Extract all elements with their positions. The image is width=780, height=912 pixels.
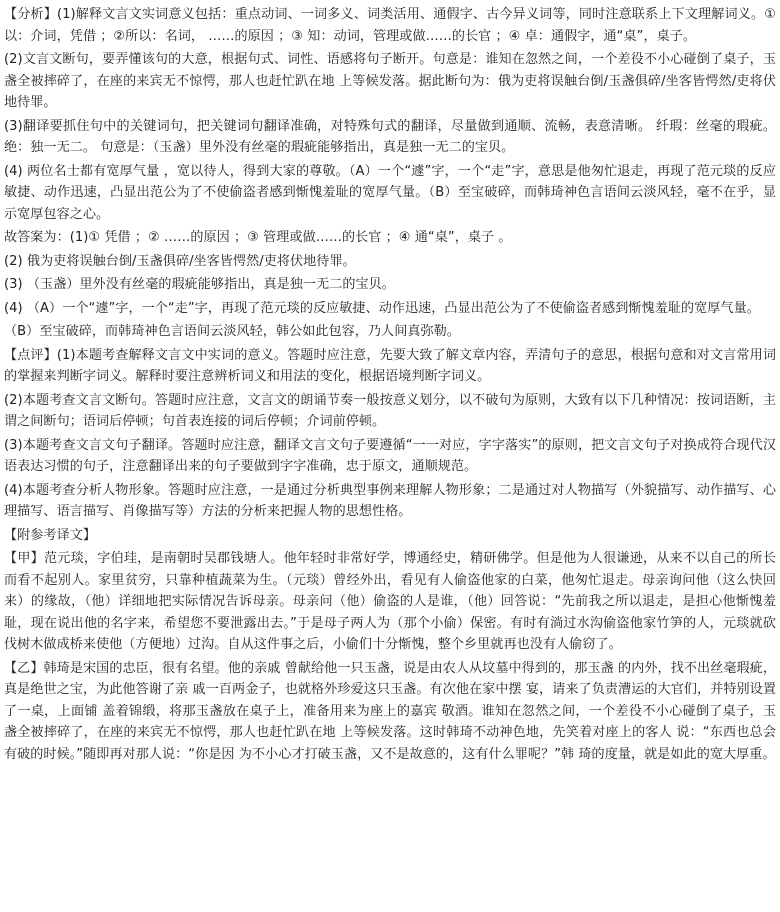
comment-section: [4, 345, 776, 523]
comment-paragraph-3: (3)本题考查文言文句子翻译。答题时应注意，翻译文言文句子要遵循“一一对应，字字落实”的原则，把文言文句子对换成符合现代汉语表达习惯的句子，注意翻译出来的句子要做到字字准确，忠于原文，通顺规范。: [4, 437, 776, 474]
answer-line-3: (3) （玉盏）里外没有丝毫的瑕疵能够指出，真是独一无二的宝贝。: [4, 277, 395, 292]
translation-section: [4, 525, 776, 766]
analysis-section: [4, 4, 776, 225]
answer-line-4: (4) （A）一个“遽”字，一个“走”字，再现了范元琰的反应敏捷、动作迅速，凸显出范公为了不使偷盗者感到惭愧羞耻的宽厚气量。: [4, 300, 760, 316]
analysis-paragraph-2: (2)文言文断句，要弄懂该句的大意，根据句式、词性、语感将句子断开。句意是：谁知在忽然之间，一个差役不小心碰倒了桌子，玉 盏全被摔碎了，在座的来宾无不惊愕，那人也赶忙趴在地 上等候发落。据此断句为：俄为吏将误触台倒/玉盏俱碎/坐客皆愕然/吏将伏地待罪。: [4, 52, 776, 110]
answer-section: [4, 227, 776, 343]
comment-paragraph-1: 【点评】(1)本题考查解释文言文中实词的意义。答题时应注意，先要大致了解文章内容，弄清句子的意思，根据句意和对文言常用词的掌握来判断字词义。解释时要注意辨析词义和用法的变化，根据语境判断字词义。: [4, 347, 776, 384]
answer-line-2: (2) 俄为吏将误触台倒/玉盏俱碎/坐客皆愕然/吏将伏地待罪。: [4, 253, 356, 269]
translation-jia: 【甲】范元琰，字伯珪，是南朝时吴郡钱塘人。他年轻时非常好学，博通经史，精研佛学。但是他为人很谦逊，从来不以自己的所长而看不起别人。家里贫穷，只靠种植蔬菜为生。（元琰）曾经外出，看见有人偷盗他家的白菜，他匆忙退走。母亲询问他（这么快回来）的缘故，（他）详细地把实际情况告诉母亲。母亲问（他）偷盗的人是谁，（他）回答说：“先前我之所以退走，是担心他惭愧羞耻，现在说出他的名字来，希望您不要泄露出去。”于是母子两人为（那个小偷）保密。有时有淌过水沟偷盗他家竹笋的人，元琰就砍伐树木做成桥来使他（方便地）过沟。自从这件事之后，小偷们十分惭愧，整个乡里就再也没有人偷窃了。: [4, 551, 776, 652]
translation-yi: 【乙】韩琦是宋国的忠臣，很有名望。他的亲戚 曾献给他一只玉盏，说是由农人从坟墓中得到的，那玉盏 的内外，找不出丝毫瑕疵，真是绝世之宝，为此他答谢了亲 戚一百两金子，也就格外珍爱这只玉盏。有次他在家中摆 宴，请来了负责漕运的大官们，并特别设置了一桌，上面铺 盖着锦缎，将那玉盏放在桌子上，准备用来为座上的嘉宾 敬酒。谁知在忽然之间，一个差役不小心碰倒了桌子，玉 盏全被摔碎了，在座的来宾无不惊愕，那人也赶忙趴在地 上等候发落。这时韩琦不动神色地，先笑着对座上的客人 说：“东西也总会有破的时候。”随即再对那人说：“你是因 为不小心才打破玉盏，又不是故意的，这有什么罪呢？”韩 琦的度量，就是如此的宽大厚重。: [4, 660, 776, 762]
translation-heading: 【附参考译文】: [4, 527, 97, 543]
analysis-paragraph-1: 【分析】(1)解释文言文实词意义包括：重点动词、一词多义、词类活用、通假字、古今异义词等，同时注意联系上下文理解词义。① 以：介词，凭借 ；②所以：名词， ……的原因 ；③ 知：动词，管理或做……的长官 ；④ 卓：通假字，通“桌”，桌子。: [4, 7, 776, 44]
comment-paragraph-2: (2)本题考查文言文断句。答题时应注意，文言文的朗诵节奏一般按意义划分，以不破句为原则，大致有以下几种情况：按词语断，主谓之间断句；语词后停顿；句首表连接的词后停顿；介词前停顿。: [4, 392, 776, 429]
comment-paragraph-4: (4)本题考查分析人物形象。答题时应注意，一是通过分析典型事例来理解人物形象；二是通过对人物描写（外貌描写、动作描写、心理描写、语言描写、肖像描写等）方法的分析来把握人物的思想性格。: [4, 482, 776, 519]
answer-line-1: 故答案为：(1)① 凭借 ；② ……的原因 ；③ 管理或做……的长官 ；④ 通“桌”，桌子 。: [4, 230, 512, 245]
answer-line-5: （B）至宝破碎，而韩琦神色言语间云淡风轻，韩公如此包容，乃人间真弥勒。: [4, 324, 460, 339]
analysis-paragraph-3: (3)翻译要抓住句中的关键词句，把关键词句翻译准确，对特殊句式的翻译，尽量做到通顺、流畅，表意清晰。 纤瑕：丝毫的瑕疵。绝：独一无二。 句意是：（玉盏）里外没有丝毫的瑕疵能够指出，真是独一无二的宝贝。: [4, 118, 776, 155]
analysis-paragraph-4: (4) 两位名士都有宽厚气量 ，宽以待人，得到大家的尊敬。（A）一个“遽”字，一个“走”字，意思是他匆忙退走，再现了范元琰的反应敏捷、动作迅速，凸显出范公为了不使偷盗者感到惭愧羞耻的宽厚气量。（B）至宝破碎，而韩琦神色言语间云淡风轻，毫不在乎，显示宽厚包容之心。: [4, 163, 777, 222]
